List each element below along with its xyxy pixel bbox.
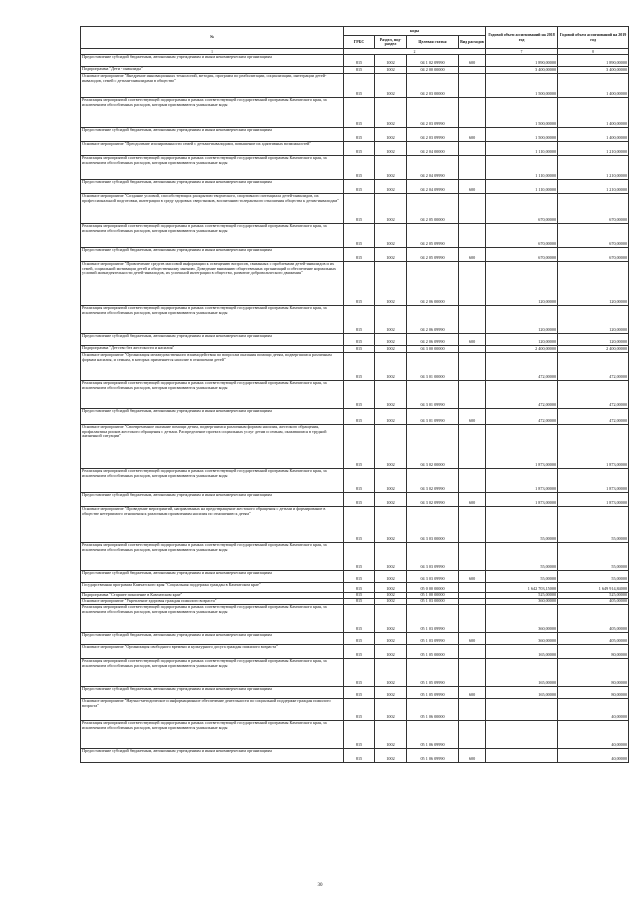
row-target-article: 04 3 00 00000 <box>407 346 459 353</box>
row-grbs: 815 <box>344 67 375 74</box>
row-expense-type: 600 <box>459 571 486 583</box>
row-grbs: 815 <box>344 381 375 409</box>
row-target-article: 05 1 03 09990 <box>407 605 459 633</box>
row-amount-2019: 1 890,00000 <box>558 55 629 67</box>
row-razdel: 1002 <box>375 633 407 645</box>
table-row <box>81 194 629 224</box>
row-grbs: 815 <box>344 699 375 721</box>
row-grbs: 815 <box>344 55 375 67</box>
row-expense-type <box>459 659 486 687</box>
row-target-article: 05 1 05 00000 <box>407 645 459 659</box>
row-amount-2019: 405,00000 <box>558 599 629 605</box>
row-target-article: 04 2 04 00000 <box>407 142 459 156</box>
row-amount-2018: 1 873,00000 <box>486 493 558 507</box>
row-amount-2019: 120,00000 <box>558 334 629 346</box>
row-razdel: 1002 <box>375 749 407 763</box>
table-row <box>81 425 629 469</box>
row-amount-2019: 472,00000 <box>558 381 629 409</box>
row-grbs: 815 <box>344 156 375 180</box>
row-grbs: 815 <box>344 74 375 98</box>
table-row <box>81 583 629 593</box>
table-row <box>81 605 629 633</box>
row-expense-type <box>459 381 486 409</box>
table-row <box>81 55 629 67</box>
table-row <box>81 353 629 381</box>
row-amount-2019: 1 210,00000 <box>558 142 629 156</box>
row-name: Реализация мероприятий соответствующей подпрограммы в рамках соответствующей государственной программы Камчатского края, за исключением обособленных расходов, которым присваиваются уникальные коды <box>81 469 344 493</box>
row-target-article: 04 2 06 00000 <box>407 262 459 306</box>
row-target-article: 04 3 01 00000 <box>407 353 459 381</box>
row-amount-2018: 1 873,00000 <box>486 425 558 469</box>
row-amount-2019: 80,00000 <box>558 687 629 699</box>
row-amount-2019: 55,00000 <box>558 507 629 543</box>
row-target-article: 04 2 05 09990 <box>407 248 459 262</box>
row-razdel: 1002 <box>375 346 407 353</box>
table-row <box>81 334 629 346</box>
row-amount-2018: 120,00000 <box>486 262 558 306</box>
row-target-article: 04 3 01 09990 <box>407 409 459 425</box>
row-amount-2019: 670,00000 <box>558 224 629 248</box>
row-name: Предоставление субсидий бюджетным, автономным учреждениям и иным некоммерческим организациям <box>81 55 344 67</box>
table-row <box>81 645 629 659</box>
row-expense-type: 600 <box>459 409 486 425</box>
row-amount-2018: 360,00000 <box>486 605 558 633</box>
row-grbs: 815 <box>344 142 375 156</box>
row-expense-type: 600 <box>459 248 486 262</box>
row-amount-2019: 1 873,00000 <box>558 493 629 507</box>
row-amount-2018: 165,00000 <box>486 659 558 687</box>
row-grbs: 815 <box>344 599 375 605</box>
row-grbs: 815 <box>344 128 375 142</box>
row-expense-type <box>459 346 486 353</box>
row-razdel: 1002 <box>375 180 407 194</box>
row-name: Подпрограмма "Дети - инвалиды" <box>81 67 344 74</box>
row-razdel: 1002 <box>375 128 407 142</box>
row-name: Реализация мероприятий соответствующей подпрограммы в рамках соответствующей государственной программы Камчатского края, за исключением обособленных расходов, которым присваиваются уникальные коды <box>81 721 344 749</box>
row-grbs: 815 <box>344 593 375 599</box>
row-expense-type <box>459 543 486 571</box>
row-expense-type <box>459 507 486 543</box>
row-name: Предоставление субсидий бюджетным, автономным учреждениям и иным некоммерческим организациям <box>81 493 344 507</box>
row-name: Реализация мероприятий соответствующей подпрограммы в рамках соответствующей государственной программы Камчатского края, за исключением обособленных расходов, которым присваиваются уникальные коды <box>81 659 344 687</box>
row-expense-type: 600 <box>459 633 486 645</box>
table-row <box>81 721 629 749</box>
row-amount-2019: 40,00000 <box>558 699 629 721</box>
row-name: Предоставление субсидий бюджетным, автономным учреждениям и иным некоммерческим организациям <box>81 687 344 699</box>
row-name: Реализация мероприятий соответствующей подпрограммы в рамках соответствующей государственной программы Камчатского края, за исключением обособленных расходов, которым присваиваются уникальные коды <box>81 381 344 409</box>
row-name: Государственная программа Камчатского края "Социальная поддержка граждан в Камчатском крае" <box>81 583 344 593</box>
row-expense-type <box>459 142 486 156</box>
row-amount-2018: 120,00000 <box>486 334 558 346</box>
row-amount-2018: 3 400,00000 <box>486 67 558 74</box>
row-name: Предоставление субсидий бюджетным, автономным учреждениям и иным некоммерческим организациям <box>81 409 344 425</box>
row-amount-2019: 1 400,00000 <box>558 98 629 128</box>
table-row <box>81 543 629 571</box>
row-amount-2019: 670,00000 <box>558 248 629 262</box>
row-target-article: 04 2 03 09990 <box>407 98 459 128</box>
row-razdel: 1002 <box>375 55 407 67</box>
row-target-article: 04 3 02 09990 <box>407 469 459 493</box>
row-grbs: 815 <box>344 659 375 687</box>
row-razdel: 1002 <box>375 142 407 156</box>
row-razdel: 1002 <box>375 543 407 571</box>
row-expense-type: 600 <box>459 334 486 346</box>
row-target-article: 05 1 05 09990 <box>407 659 459 687</box>
row-target-article: 04 3 03 09990 <box>407 543 459 571</box>
row-expense-type <box>459 583 486 593</box>
row-expense-type <box>459 224 486 248</box>
row-razdel: 1002 <box>375 381 407 409</box>
header-razdel: Раздел, под-раздел <box>375 36 407 49</box>
row-amount-2019: 80,00000 <box>558 645 629 659</box>
row-grbs: 815 <box>344 721 375 749</box>
row-target-article: 05 1 00 00000 <box>407 593 459 599</box>
row-name: Предоставление субсидий бюджетным, автономным учреждениям и иным некоммерческим организациям <box>81 128 344 142</box>
row-name: Предоставление субсидий бюджетным, автономным учреждениям и иным некоммерческим организациям <box>81 248 344 262</box>
row-grbs: 815 <box>344 583 375 593</box>
row-expense-type <box>459 605 486 633</box>
row-amount-2018: 120,00000 <box>486 306 558 334</box>
row-amount-2019: 1 873,00000 <box>558 469 629 493</box>
row-amount-2018: 472,00000 <box>486 381 558 409</box>
table-row <box>81 128 629 142</box>
row-grbs: 815 <box>344 493 375 507</box>
row-amount-2019: 1 400,00000 <box>558 74 629 98</box>
row-target-article: 05 1 03 09990 <box>407 633 459 645</box>
row-grbs: 815 <box>344 306 375 334</box>
row-target-article: 05 1 06 00000 <box>407 699 459 721</box>
row-amount-2019: 472,00000 <box>558 353 629 381</box>
column-number: 2 <box>344 49 486 55</box>
row-grbs: 815 <box>344 469 375 493</box>
row-target-article: 05 1 06 09990 <box>407 721 459 749</box>
row-target-article: 04 2 06 09990 <box>407 306 459 334</box>
row-amount-2019: 40,00000 <box>558 749 629 763</box>
row-name: Предоставление субсидий бюджетным, автономным учреждениям и иным некоммерческим организациям <box>81 749 344 763</box>
row-amount-2019: 55,00000 <box>558 571 629 583</box>
row-grbs: 815 <box>344 749 375 763</box>
row-amount-2018: 165,00000 <box>486 645 558 659</box>
row-amount-2018: 670,00000 <box>486 248 558 262</box>
row-target-article: 04 2 03 09990 <box>407 128 459 142</box>
table-row <box>81 749 629 763</box>
row-amount-2019: 472,00000 <box>558 409 629 425</box>
row-razdel: 1002 <box>375 306 407 334</box>
table-row <box>81 381 629 409</box>
row-grbs: 815 <box>344 645 375 659</box>
row-target-article: 04 2 05 00000 <box>407 194 459 224</box>
row-name: Подпрограмма "Старшее поколение в Камчатском крае" <box>81 593 344 599</box>
row-expense-type: 600 <box>459 749 486 763</box>
row-razdel: 1002 <box>375 593 407 599</box>
row-target-article: 05 1 03 00000 <box>407 599 459 605</box>
row-amount-2018 <box>486 721 558 749</box>
row-target-article: 04 3 03 00000 <box>407 507 459 543</box>
row-amount-2019: 120,00000 <box>558 262 629 306</box>
header-vol-2019: Годовой объем ассигнований на 2019 год <box>558 27 629 49</box>
budget-table <box>80 26 629 763</box>
row-name: Реализация мероприятий соответствующей подпрограммы в рамках соответствующей государственной программы Камчатского края, за исключением обособленных расходов, которым присваиваются уникальные коды <box>81 605 344 633</box>
row-target-article: 04 2 06 09990 <box>407 334 459 346</box>
row-grbs: 815 <box>344 224 375 248</box>
row-grbs: 815 <box>344 353 375 381</box>
table-row <box>81 687 629 699</box>
table-row <box>81 98 629 128</box>
header-target-article: Целевая статья <box>407 36 459 49</box>
column-number: 7 <box>486 49 558 55</box>
row-amount-2018: 472,00000 <box>486 353 558 381</box>
row-name: Реализация мероприятий соответствующей подпрограммы в рамках соответствующей государственной программы Камчатского края, за исключением обособленных расходов, которым присваиваются уникальные коды <box>81 543 344 571</box>
row-target-article: 04 3 01 09990 <box>407 381 459 409</box>
row-amount-2018 <box>486 749 558 763</box>
row-name: Основное мероприятие "Своевременное оказание помощи детям, подвергшимся различным формам насилия, жестокого обращения, профилактика рисков жестокого обращения с детьми. Распределение проекта социальных услуг детям и семьям, оказавшимся в трудной жизненной ситуации" <box>81 425 344 469</box>
row-name: Основное мероприятие "Организация межведомственного взаимодействия по вопросам оказания помощи детям, подвергшимся различным формам насилия, и семьям, в которых применяется насилие в отношении детей" <box>81 353 344 381</box>
row-expense-type: 600 <box>459 128 486 142</box>
row-expense-type <box>459 306 486 334</box>
table-row <box>81 507 629 543</box>
row-target-article: 04 3 02 00000 <box>407 425 459 469</box>
table-row <box>81 67 629 74</box>
row-grbs: 815 <box>344 507 375 543</box>
row-grbs: 815 <box>344 633 375 645</box>
row-grbs: 815 <box>344 346 375 353</box>
row-amount-2018: 1 500,00000 <box>486 98 558 128</box>
table-row <box>81 493 629 507</box>
row-grbs: 815 <box>344 248 375 262</box>
row-razdel: 1002 <box>375 599 407 605</box>
row-name: Реализация мероприятий соответствующей подпрограммы в рамках соответствующей государственной программы Камчатского края, за исключением обособленных расходов, которым присваиваются уникальные коды <box>81 156 344 180</box>
row-target-article: 04 1 02 09990 <box>407 55 459 67</box>
row-amount-2019: 1 873,00000 <box>558 425 629 469</box>
row-grbs: 815 <box>344 334 375 346</box>
row-amount-2019: 1 210,00000 <box>558 180 629 194</box>
row-amount-2018: 1 110,00000 <box>486 180 558 194</box>
row-expense-type <box>459 98 486 128</box>
row-razdel: 1002 <box>375 583 407 593</box>
row-name: Реализация мероприятий соответствующей подпрограммы в рамках соответствующей государственной программы Камчатского края, за исключением обособленных расходов, которым присваиваются уникальные коды <box>81 224 344 248</box>
table-body <box>81 55 629 763</box>
row-name: Предоставление субсидий бюджетным, автономным учреждениям и иным некоммерческим организациям <box>81 633 344 645</box>
row-razdel: 1002 <box>375 156 407 180</box>
header-grbs: ГРБС <box>344 36 375 49</box>
row-expense-type <box>459 74 486 98</box>
table-row <box>81 409 629 425</box>
row-razdel: 1002 <box>375 469 407 493</box>
row-amount-2019: 405,00000 <box>558 633 629 645</box>
header-expense-type: Вид расходов <box>459 36 486 49</box>
table-row <box>81 180 629 194</box>
row-grbs: 815 <box>344 571 375 583</box>
row-amount-2018 <box>486 699 558 721</box>
row-expense-type <box>459 67 486 74</box>
table-row <box>81 156 629 180</box>
row-amount-2019: 3 400,00000 <box>558 67 629 74</box>
row-grbs: 815 <box>344 262 375 306</box>
row-amount-2018: 360,00000 <box>486 599 558 605</box>
row-name: Основное мероприятие "Организация свободного времени и культурного досуга граждан пожилого возраста" <box>81 645 344 659</box>
column-number: 1 <box>81 49 344 55</box>
header-vol-2018: Годовой объем ассигнований на 2018 год <box>486 27 558 49</box>
row-amount-2018: 1 642 703,15000 <box>486 583 558 593</box>
row-amount-2019: 120,00000 <box>558 306 629 334</box>
row-razdel: 1002 <box>375 699 407 721</box>
row-razdel: 1002 <box>375 248 407 262</box>
header-codes: коды <box>344 27 486 36</box>
row-name: Предоставление субсидий бюджетным, автономным учреждениям и иным некоммерческим организациям <box>81 180 344 194</box>
row-razdel: 1002 <box>375 409 407 425</box>
row-target-article: 04 2 04 09990 <box>407 180 459 194</box>
row-razdel: 1002 <box>375 507 407 543</box>
row-target-article: 04 2 00 00000 <box>407 67 459 74</box>
row-name: Основное мероприятие "Привлечение средств массовой информации к освещению вопросов, связанных с проблемами детей-инвалидов и их семей, социальной мотивации детей и общественному мнению. Доведение вниманию общественных организаций и обеспечение нормальных условий жизнедеятельности детей-инвалидов, их успешной интеграции в общество, развитие добровольческого движения" <box>81 262 344 306</box>
row-expense-type <box>459 262 486 306</box>
row-amount-2019: 2 400,00000 <box>558 346 629 353</box>
row-razdel: 1002 <box>375 67 407 74</box>
row-amount-2018: 525,00000 <box>486 593 558 599</box>
row-target-article: 05 1 06 09990 <box>407 749 459 763</box>
row-grbs: 815 <box>344 605 375 633</box>
row-expense-type <box>459 645 486 659</box>
row-target-article: 04 2 03 00000 <box>407 74 459 98</box>
table-row <box>81 571 629 583</box>
row-expense-type: 600 <box>459 687 486 699</box>
header-num: № <box>81 27 344 49</box>
row-grbs: 815 <box>344 409 375 425</box>
row-razdel: 1002 <box>375 493 407 507</box>
row-amount-2018: 1 873,00000 <box>486 469 558 493</box>
row-amount-2019: 55,00000 <box>558 543 629 571</box>
row-target-article: 04 3 02 09990 <box>407 493 459 507</box>
row-grbs: 815 <box>344 180 375 194</box>
row-razdel: 1002 <box>375 194 407 224</box>
row-amount-2018: 360,00000 <box>486 633 558 645</box>
row-razdel: 1002 <box>375 425 407 469</box>
row-amount-2019: 405,00000 <box>558 605 629 633</box>
row-grbs: 815 <box>344 687 375 699</box>
row-name: Основное мероприятие "Преодоление изолированности семей с детьми-инвалидами, повышение их адаптивных возможностей" <box>81 142 344 156</box>
row-name: Основное мероприятие "Внедрение инновационных технологий, методик, программ по реабилитации, социализации, интеграции детей-инвалидов, семей с детьми-инвалидами в общество" <box>81 74 344 98</box>
row-name: Предоставление субсидий бюджетным, автономным учреждениям и иным некоммерческим организациям <box>81 334 344 346</box>
row-amount-2018: 55,00000 <box>486 571 558 583</box>
row-amount-2018: 1 890,00000 <box>486 55 558 67</box>
row-name: Основное мероприятие "Укрепление здоровья граждан пожилого возраста" <box>81 599 344 605</box>
table-row <box>81 659 629 687</box>
row-amount-2018: 1 110,00000 <box>486 142 558 156</box>
row-expense-type <box>459 156 486 180</box>
row-name: Предоставление субсидий бюджетным, автономным учреждениям и иным некоммерческим организациям <box>81 571 344 583</box>
row-name: Основное мероприятие "Проведение мероприятий, направленных на предотвращение жестокого обращения с детьми и формирование в обществе нетерпимого отношения к различным проявлениям насилия по отношению к детям" <box>81 507 344 543</box>
page-number: 30 <box>317 883 323 888</box>
table-header <box>81 27 629 55</box>
row-name: Основное мероприятие "Создание условий, способствующих раскрытию творческого, спортивного потенциала детей-инвалидов, их профессиональной подготовки, интеграции в среду здоровых сверстников, воспитанию толерантного отношения общества к детям-инвалидам" <box>81 194 344 224</box>
row-expense-type <box>459 469 486 493</box>
row-razdel: 1002 <box>375 571 407 583</box>
row-razdel: 1002 <box>375 224 407 248</box>
row-amount-2019: 525,00000 <box>558 593 629 599</box>
row-amount-2019: 80,00000 <box>558 659 629 687</box>
row-amount-2019: 1 400,00000 <box>558 128 629 142</box>
row-grbs: 815 <box>344 425 375 469</box>
row-expense-type <box>459 194 486 224</box>
table-row <box>81 142 629 156</box>
row-expense-type: 600 <box>459 55 486 67</box>
row-target-article: 04 2 04 09990 <box>407 156 459 180</box>
row-expense-type: 600 <box>459 493 486 507</box>
row-expense-type <box>459 721 486 749</box>
row-target-article: 04 3 03 09990 <box>407 571 459 583</box>
row-razdel: 1002 <box>375 98 407 128</box>
row-grbs: 815 <box>344 98 375 128</box>
row-amount-2018: 1 500,00000 <box>486 128 558 142</box>
row-amount-2018: 2 400,00000 <box>486 346 558 353</box>
column-number: 8 <box>558 49 629 55</box>
row-amount-2019: 1 649 914,84000 <box>558 583 629 593</box>
table-row <box>81 699 629 721</box>
row-expense-type: 600 <box>459 180 486 194</box>
row-amount-2018: 1 500,00000 <box>486 74 558 98</box>
row-expense-type <box>459 699 486 721</box>
row-amount-2018: 165,00000 <box>486 687 558 699</box>
row-amount-2018: 670,00000 <box>486 194 558 224</box>
row-target-article: 05 1 05 09990 <box>407 687 459 699</box>
table-row <box>81 248 629 262</box>
row-razdel: 1002 <box>375 74 407 98</box>
row-amount-2018: 55,00000 <box>486 543 558 571</box>
row-target-article: 04 2 05 09990 <box>407 224 459 248</box>
table-row <box>81 306 629 334</box>
row-amount-2019: 1 210,00000 <box>558 156 629 180</box>
row-amount-2018: 55,00000 <box>486 507 558 543</box>
table-row <box>81 469 629 493</box>
row-amount-2019: 40,00000 <box>558 721 629 749</box>
row-name: Подпрограмма "Детство без жестокости и насилия" <box>81 346 344 353</box>
row-razdel: 1002 <box>375 353 407 381</box>
row-amount-2018: 472,00000 <box>486 409 558 425</box>
row-grbs: 815 <box>344 543 375 571</box>
row-expense-type <box>459 425 486 469</box>
table-row <box>81 224 629 248</box>
row-name: Реализация мероприятий соответствующей подпрограммы в рамках соответствующей государственной программы Камчатского края, за исключением обособленных расходов, которым присваиваются уникальные коды <box>81 98 344 128</box>
row-razdel: 1002 <box>375 687 407 699</box>
table-row <box>81 346 629 353</box>
row-target-article: 05 0 00 00000 <box>407 583 459 593</box>
row-razdel: 1002 <box>375 645 407 659</box>
row-amount-2019: 670,00000 <box>558 194 629 224</box>
row-razdel: 1002 <box>375 659 407 687</box>
row-razdel: 1002 <box>375 605 407 633</box>
row-amount-2018: 670,00000 <box>486 224 558 248</box>
table-row <box>81 74 629 98</box>
row-name: Основное мероприятие "Научно-методическое и информационное обеспечение деятельности по социальной поддержке граждан пожилого возраста" <box>81 699 344 721</box>
row-name: Реализация мероприятий соответствующей подпрограммы в рамках соответствующей государственной программы Камчатского края, за исключением обособленных расходов, которым присваиваются уникальные коды <box>81 306 344 334</box>
table-row <box>81 262 629 306</box>
table-row <box>81 633 629 645</box>
row-razdel: 1002 <box>375 334 407 346</box>
row-razdel: 1002 <box>375 262 407 306</box>
row-razdel: 1002 <box>375 721 407 749</box>
row-expense-type <box>459 353 486 381</box>
row-amount-2018: 1 110,00000 <box>486 156 558 180</box>
row-grbs: 815 <box>344 194 375 224</box>
